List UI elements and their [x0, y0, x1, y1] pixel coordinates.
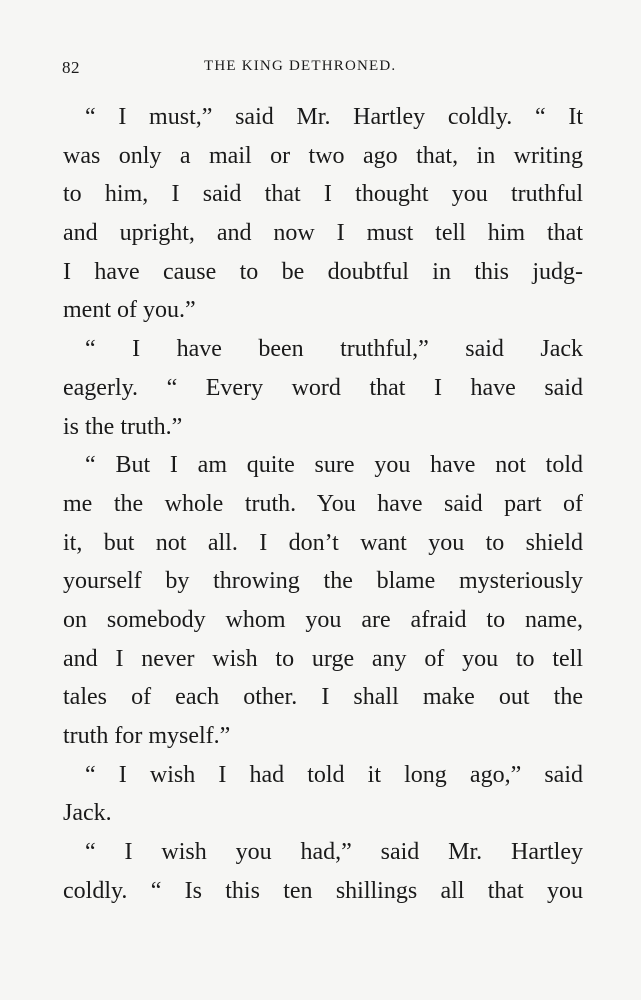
text-line: and upright, and now I must tell him that — [63, 220, 583, 247]
text-line: “ But I am quite sure you have not told — [85, 452, 583, 479]
text-line: to him, I said that I thought you truthful — [63, 181, 583, 208]
text-line: truth for myself.” — [63, 723, 231, 749]
body-text — [63, 105, 583, 917]
page-header — [62, 58, 582, 82]
running-head: THE KING DETHRONED. — [204, 58, 397, 74]
text-line: Jack. — [63, 800, 112, 827]
text-line: yourself by throwing the blame mysteriously — [63, 568, 583, 595]
page-number: 82 — [62, 58, 80, 77]
text-line: eagerly. “ Every word that I have said — [63, 374, 583, 401]
text-line: me the whole truth. You have said part of — [63, 490, 583, 517]
text-line: “ I have been truthful,” said Jack — [85, 336, 583, 363]
text-line: on somebody whom you are afraid to name, — [63, 606, 583, 633]
text-line: is the truth.” — [63, 413, 183, 440]
text-line: it, but not all. I don’t want you to shield — [63, 529, 583, 556]
text-line: was only a mail or two ago that, in writing — [63, 142, 583, 169]
text-line: coldly. “ Is this ten shillings all that you — [63, 877, 583, 904]
text-line: tales of each other. I shall make out the — [63, 684, 583, 711]
text-line: “ I wish you had,” said Mr. Hartley — [85, 839, 583, 866]
text-line: and I never wish to urge any of you to tell — [63, 645, 583, 672]
text-line: I have cause to be doubtful in this judg- — [63, 258, 583, 285]
text-line: ment of you.” — [63, 297, 196, 324]
text-line: “ I must,” said Mr. Hartley coldly. “ It — [85, 104, 583, 130]
text-line: “ I wish I had told it long ago,” said — [85, 761, 583, 788]
